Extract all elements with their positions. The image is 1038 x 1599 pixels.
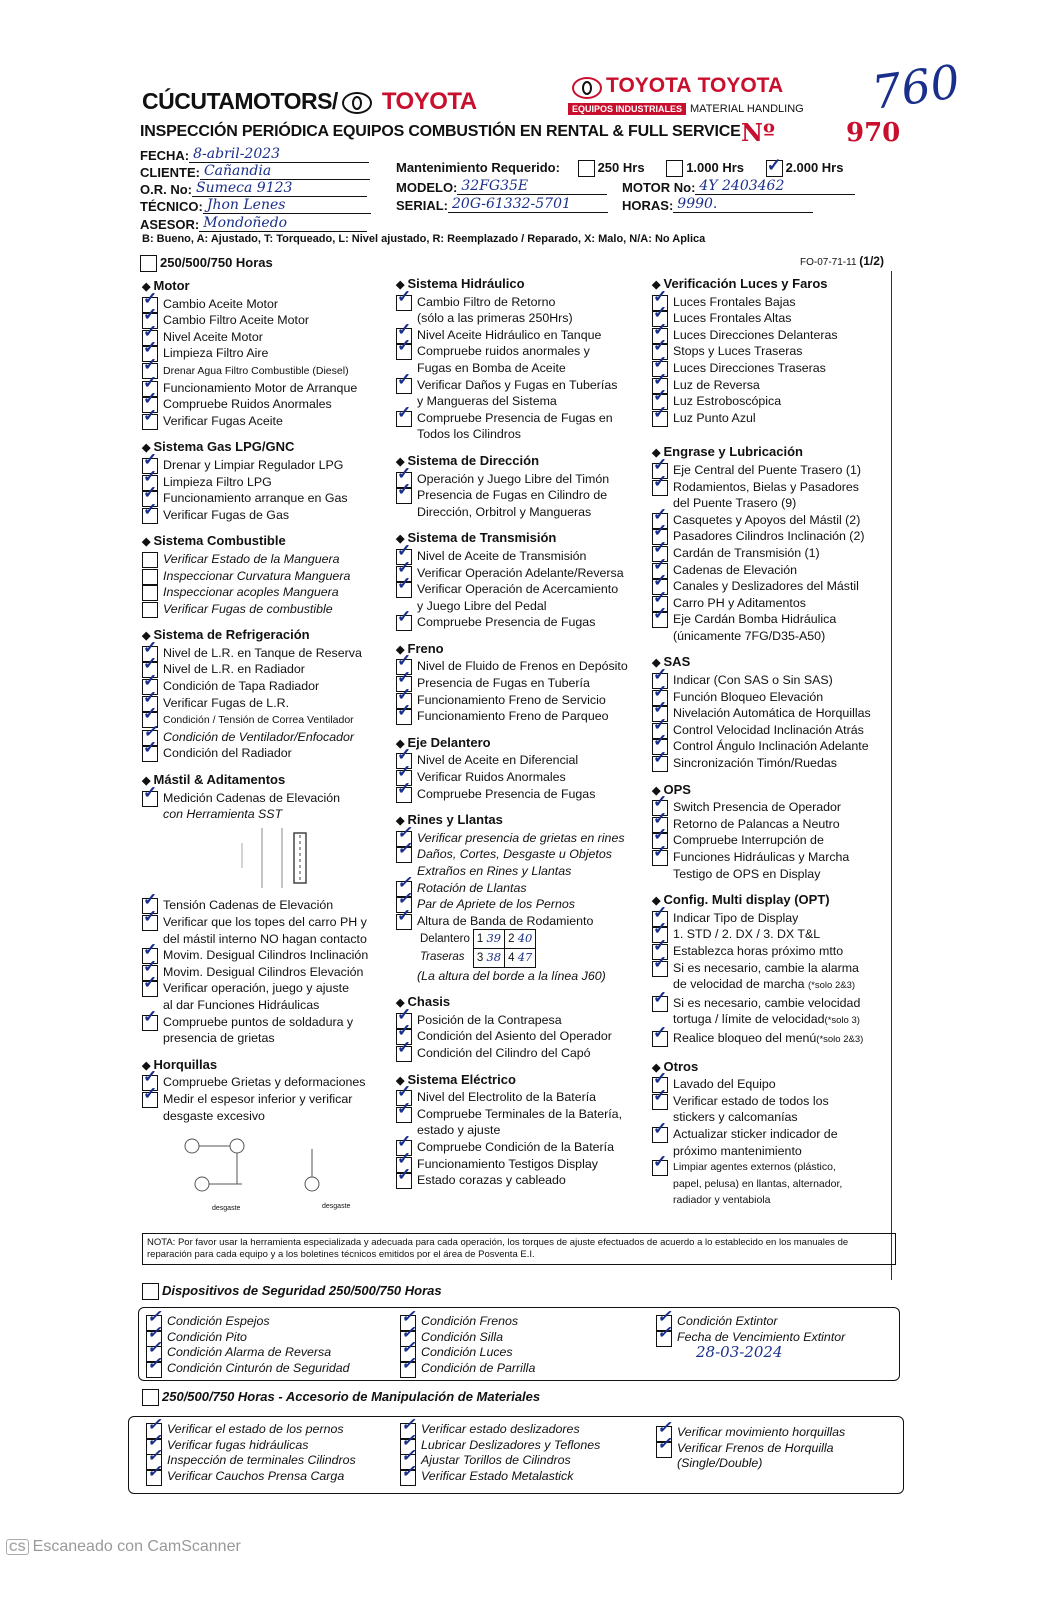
list-item[interactable]: ✓ Cadenas de Elevación — [652, 562, 888, 579]
list-item[interactable]: ✓ Rotación de Llantas — [396, 880, 646, 897]
list-item[interactable]: ✓ Posición de la Contrapesa — [396, 1012, 646, 1029]
group-transmision: ◆ Sistema de Transmisión ✓ Nivel de Aceite de Transmisión ✓ Verificar Operación Adelante/Reversa ✓ Verificar Operación de Acercamiento y Juego Libre del Pedal ✓ Compruebe Presencia de Fugas — [396, 530, 646, 631]
list-item: Fugas en Bomba de Aceite — [417, 360, 566, 375]
list-item[interactable]: ✓ Par de Apriete de los Pernos — [396, 896, 646, 913]
list-item[interactable]: ✓ Verificar Fugas de Gas — [142, 507, 387, 524]
column-2 — [396, 276, 646, 1199]
option-250-checkbox[interactable] — [578, 160, 595, 177]
section-250-checkbox[interactable] — [140, 255, 157, 272]
list-item[interactable]: ✓ Funcionamiento Freno de Servicio — [396, 692, 646, 709]
list-item: y Juego Libre del Pedal — [417, 598, 547, 613]
list-item[interactable]: ✓ Nivel de Aceite en Diferencial — [396, 752, 646, 769]
table-row: Delantero 1 39 2 40 — [417, 930, 536, 949]
extintor-date-value[interactable]: 28-03-2024 — [696, 1343, 783, 1362]
list-item[interactable]: ✓ Funcionamiento Testigos Display — [396, 1156, 646, 1173]
cucutamotors-logo — [142, 88, 477, 116]
list-item[interactable]: ✓ Operación y Juego Libre del Timón — [396, 471, 646, 488]
list-item[interactable]: ✓ Luz de Reversa — [652, 377, 888, 394]
list-item[interactable]: ✓ Cambio Filtro de Retorno — [396, 294, 646, 311]
list-item[interactable]: ✓ Condición Alarma de Reversa — [146, 1345, 350, 1361]
tecnico-field[interactable]: TÉCNICO: Jhon Lenes — [140, 197, 371, 214]
list-item: (únicamente 7FG/D35-A50) — [673, 628, 826, 643]
list-item[interactable]: ✓ Stops y Luces Traseras — [652, 343, 888, 360]
list-item[interactable]: ✓ Canales y Deslizadores del Mástil — [652, 578, 888, 595]
nota-box: NOTA: Por favor usar la herramienta especializada y adecuada para cada operación, los torques de ajuste efectuados de acuerdo a lo establecido en los manuales de reparación para cada equipo y a los boletines técnicos emitidos por el área de Posventa E.I. — [142, 1233, 896, 1265]
list-item: del mástil interno NO hagan contacto — [163, 931, 367, 946]
list-item[interactable]: ✓ Verificar Daños y Fugas en Tuberías — [396, 377, 646, 394]
list-item[interactable]: ✓ Condición de Ventilador/Enfocador — [142, 729, 387, 746]
list-item[interactable]: ✓ Si es necesario, cambie velocidad — [652, 995, 888, 1012]
list-item: del Puente Trasero (9) — [673, 496, 797, 511]
group-electrico: ◆ Sistema Eléctrico ✓ Nivel del Electrolito de la Batería ✓ Compruebe Terminales de la Batería, estado y ajuste ✓ Compruebe Condición de la Batería ✓ Funcionamiento Testigos Display ✓ Estado corazas y cableado — [396, 1072, 646, 1189]
accessory-col-1 — [146, 1422, 356, 1484]
list-item[interactable]: ✓ Verificar que los topes del carro PH y — [142, 914, 387, 931]
option-2000-checkbox[interactable] — [766, 160, 783, 177]
list-item[interactable]: ✓ Inspección de terminales Cilindros — [146, 1453, 356, 1469]
option-1000-checkbox[interactable] — [666, 160, 683, 177]
list-item[interactable]: ✓ Funcionamiento Freno de Parqueo — [396, 708, 646, 725]
horas-field[interactable]: HORAS: 9990. — [622, 196, 813, 213]
group-sas: ◆ SAS ✓ Indicar (Con SAS o Sin SAS) ✓ Función Bloqueo Elevación ✓ Nivelación Automática de Horquillas ✓ Control Velocidad Inclinación Atrás ✓ Control Ángulo Inclinación Adelante ✓ Sincronización Timón/Ruedas — [652, 654, 888, 771]
accessory-col-3 — [656, 1425, 845, 1472]
group-engrase: ◆ Engrase y Lubricación ✓ Eje Central del Puente Trasero (1) ✓ Rodamientos, Bielas y Pasadores del Puente Trasero (9) ✓ Casquetes y Apoyos del Mástil (2) ✓ Pasadores Cilindros Inclinación (2) ✓ Cardán de Transmisión (1) ✓ Cadenas de Elevación ✓ Canales y Deslizadores del Mástil ✓ Carro PH y Aditamentos ✓ Eje Cardán Bomba Hidráulica (únicamente 7FG/D35-A50) — [652, 444, 888, 644]
list-item[interactable]: ✓ Condición del Cilindro del Capó — [396, 1045, 646, 1062]
serial-field[interactable]: SERIAL: 20G-61332-5701 — [396, 196, 608, 213]
safety-section-checkbox[interactable] — [142, 1283, 159, 1300]
list-item[interactable]: ✓ Limpiar agentes externos (plástico, — [652, 1159, 888, 1176]
list-item[interactable]: ✓ Drenar Agua Filtro Combustible (Diesel) — [142, 362, 387, 380]
section-250-title: 250/500/750 Horas — [140, 255, 273, 272]
list-item[interactable]: ✓ Compruebe Terminales de la Batería, — [396, 1106, 646, 1123]
list-item[interactable]: ✓ Verificar Operación Adelante/Reversa — [396, 565, 646, 582]
list-item[interactable]: ✓ Condición de Tapa Radiador — [142, 678, 387, 695]
list-item[interactable]: ✓ Indicar (Con SAS o Sin SAS) — [652, 672, 888, 689]
list-item[interactable]: ✓ Condición Extintor — [656, 1314, 886, 1330]
column-1 — [142, 278, 387, 1229]
list-item[interactable]: ✓ Luces Direcciones Delanteras — [652, 327, 888, 344]
group-horquillas: ◆ Horquillas ✓ Compruebe Grietas y deformaciones ✓ Medir el espesor inferior y verificar desgaste excesivo desgaste desgaste — [142, 1057, 387, 1219]
handwritten-number: 760 — [868, 54, 964, 120]
group-rines: ◆ Rines y Llantas ✓ Verificar presencia de grietas en rines ✓ Daños, Cortes, Desgaste u Objetos Extraños en Rines y Llantas ✓ Rotación de Llantas ✓ Par de Apriete de los Pernos ✓ Altura de Banda de Rodamiento Delantero 1 39 2 40 Traseras 3 38 4 47 (La altura del borde a la línea J60) — [396, 812, 646, 984]
safety-col-1 — [146, 1314, 350, 1376]
safety-col-2 — [400, 1314, 535, 1376]
safety-section-title: Dispositivos de Seguridad 250/500/750 Horas — [142, 1283, 442, 1300]
dealer-logo-text: CÚCUTAMOTORS/ — [142, 88, 338, 114]
list-item[interactable]: ✓ Condición Espejos — [146, 1314, 350, 1330]
list-item[interactable]: ✓ Luces Frontales Altas — [652, 310, 888, 327]
group-otros: ◆ Otros ✓ Lavado del Equipo ✓ Verificar estado de todos los stickers y calcomanías ✓ Actualizar sticker indicador de próximo mantenimiento ✓ Limpiar agentes externos (plástico, papel, pelusa) en llantas, alternador, radiador y ventabiola — [652, 1059, 888, 1209]
legend-text: B: Bueno, A: Ajustado, T: Torqueado, L: Nivel ajustado, R: Reemplazado / Reparado, X: Malo, N/A: No Aplica — [142, 233, 706, 245]
list-item[interactable]: ✓ Limpieza Filtro LPG — [142, 474, 387, 491]
list-item[interactable]: ✓ Lubricar Deslizadores y Teflones — [400, 1438, 600, 1454]
group-luces: ◆ Verificación Luces y Faros ✓ Luces Frontales Bajas ✓ Luces Frontales Altas ✓ Luces Direcciones Delanteras ✓ Stops y Luces Traseras ✓ Luces Direcciones Traseras ✓ Luz de Reversa ✓ Luz Estroboscópica ✓ Luz Punto Azul — [652, 276, 888, 426]
list-item[interactable]: Verificar Fugas de combustible — [142, 601, 387, 618]
group-combustible: ◆ Sistema Combustible Verificar Estado de la Manguera Inspeccionar Curvatura Manguera Inspeccionar acoples Manguera Verificar Fugas de combustible — [142, 533, 387, 617]
list-item[interactable]: ✓ Nivelación Automática de Horquillas — [652, 705, 888, 722]
list-item[interactable]: ✓ Eje Central del Puente Trasero (1) — [652, 462, 888, 479]
list-item[interactable]: ✓ Nivel de Fluido de Frenos en Depósito — [396, 658, 646, 675]
group-refrigeracion: ◆ Sistema de Refrigeración ✓ Nivel de L.R. en Tanque de Reserva ✓ Nivel de L.R. en Radiador ✓ Condición de Tapa Radiador ✓ Verificar Fugas de L.R. ✓ Condición / Tensión de Correa Ventilador ✓ Condición de Ventilador/Enfocador ✓ Condición del Radiador — [142, 627, 387, 762]
list-item[interactable]: ✓ Condición / Tensión de Correa Ventilador — [142, 711, 387, 729]
cliente-field[interactable]: CLIENTE: Cañandia — [140, 163, 370, 180]
list-item[interactable]: ✓ Switch Presencia de Operador — [652, 799, 888, 816]
dealer-brand-text: TOYOTA — [381, 88, 477, 115]
list-item[interactable]: ✓ Verificar Cauchos Prensa Carga — [146, 1469, 356, 1485]
list-item[interactable]: ✓ Verificar movimiento horquillas — [656, 1425, 845, 1441]
list-item[interactable]: ✓ Cambio Aceite Motor — [142, 296, 387, 313]
list-item[interactable]: ✓ Verificar Frenos de Horquilla — [656, 1441, 845, 1457]
list-item[interactable]: ✓ Establezca horas próximo mtto — [652, 943, 888, 960]
list-item[interactable]: ✓ Movim. Desigual Cilindros Inclinación — [142, 947, 387, 964]
list-item[interactable]: ✓ Ajustar Torillos de Cilindros — [400, 1453, 600, 1469]
list-item[interactable]: ✓ Funcionamiento arranque en Gas — [142, 490, 387, 507]
list-item[interactable]: ✓ Nivel del Electrolito de la Batería — [396, 1089, 646, 1106]
list-item[interactable]: ✓ Presencia de Fugas en Cilindro de — [396, 487, 646, 504]
list-item[interactable]: ✓ Nivel Aceite Motor — [142, 329, 387, 346]
list-item: radiador y ventabiola — [673, 1194, 771, 1207]
chain-measurement-drawing — [182, 823, 362, 893]
list-item[interactable]: ✓ Lavado del Equipo — [652, 1076, 888, 1093]
brand-text-2: TOYOTA — [697, 74, 784, 97]
list-item[interactable]: ✓ Control Ángulo Inclinación Adelante — [652, 738, 888, 755]
group-ops: ◆ OPS ✓ Switch Presencia de Operador ✓ Retorno de Palancas a Neutro ✓ Compruebe Interrupción de ✓ Funciones Hidráulicas y Marcha Testigo de OPS en Display — [652, 782, 888, 883]
list-item[interactable]: ✓ Retorno de Palancas a Neutro — [652, 816, 888, 833]
list-item[interactable]: ✓ Cardán de Transmisión (1) — [652, 545, 888, 562]
fecha-field[interactable]: FECHA: 8-abril-2023 — [140, 146, 369, 163]
form-code: FO-07-71-11 (1/2) — [800, 254, 884, 268]
list-item[interactable]: ✓ Nivel de L.R. en Radiador — [142, 661, 387, 678]
list-item[interactable]: ✓ Medir el espesor inferior y verificar — [142, 1091, 387, 1108]
list-item: (Single/Double) — [677, 1456, 763, 1471]
list-item[interactable]: ✓ Compruebe puntos de soldadura y — [142, 1014, 387, 1031]
group-freno: ◆ Freno ✓ Nivel de Fluido de Frenos en Depósito ✓ Presencia de Fugas en Tubería ✓ Funcionamiento Freno de Servicio ✓ Funcionamiento Freno de Parqueo — [396, 641, 646, 725]
list-item: al dar Funciones Hidráulicas — [163, 997, 320, 1012]
tire-height-table: Delantero 1 39 2 40 Traseras 3 38 4 47 (La altura del borde a la línea J60) — [417, 931, 606, 983]
fork-wear-labels: desgaste desgaste — [212, 1202, 351, 1212]
list-item[interactable]: ✓ Altura de Banda de Rodamiento — [396, 913, 646, 930]
list-item: estado y ajuste — [417, 1123, 501, 1138]
list-item: Extraños en Rines y Llantas — [417, 864, 572, 878]
list-item[interactable]: Inspeccionar Curvatura Manguera — [142, 568, 387, 585]
list-item: y Mangueras del Sistema — [417, 394, 557, 409]
list-item: tortuga / límite de velocidad(*solo 3) — [673, 1012, 860, 1027]
list-item[interactable]: ✓ Condición Frenos — [400, 1314, 535, 1330]
list-item[interactable]: ✓ Verificar fugas hidráulicas — [146, 1438, 356, 1454]
camscanner-watermark: CS Escaneado con CamScanner — [6, 1538, 241, 1556]
group-eje-delantero: ◆ Eje Delantero ✓ Nivel de Aceite en Diferencial ✓ Verificar Ruidos Anormales ✓ Compruebe Presencia de Fugas — [396, 735, 646, 802]
list-item[interactable]: ✓ Daños, Cortes, Desgaste u Objetos — [396, 846, 646, 863]
list-item[interactable]: ✓ Estado corazas y cableado — [396, 1172, 646, 1189]
material-handling-label: MATERIAL HANDLING — [690, 102, 804, 115]
list-item[interactable]: ✓ Condición del Asiento del Operador — [396, 1028, 646, 1045]
list-item: (sólo a las primeras 250Hrs) — [417, 311, 573, 326]
accessory-col-2 — [400, 1422, 600, 1484]
toyota-emblem-icon — [342, 92, 372, 114]
accessory-section-title: 250/500/750 Horas - Accesorio de Manipulación de Materiales — [142, 1389, 540, 1406]
form-title: INSPECCIÓN PERIÓDICA EQUIPOS COMBUSTIÓN EN RENTAL & FULL SERVICE — [140, 123, 741, 140]
list-item[interactable]: ✓ Función Bloqueo Elevación — [652, 689, 888, 706]
list-item[interactable]: ✓ Movim. Desigual Cilindros Elevación — [142, 964, 387, 981]
list-item[interactable]: ✓ Funcionamiento Motor de Arranque — [142, 380, 387, 397]
list-item[interactable]: ✓ Condición Cinturón de Seguridad — [146, 1361, 350, 1377]
list-item[interactable]: ✓ Rodamientos, Bielas y Pasadores — [652, 479, 888, 496]
list-item: con Herramienta SST — [163, 807, 283, 822]
list-item[interactable]: ✓ Compruebe Presencia de Fugas — [396, 786, 646, 803]
list-item[interactable]: ✓ Control Velocidad Inclinación Atrás — [652, 722, 888, 739]
group-chasis: ◆ Chasis ✓ Posición de la Contrapesa ✓ Condición del Asiento del Operador ✓ Condición del Cilindro del Capó — [396, 994, 646, 1061]
list-item[interactable]: ✓ Limpieza Filtro Aire — [142, 345, 387, 362]
camscanner-icon: CS — [6, 1539, 29, 1555]
or-field[interactable]: O.R. No: Sumeca 9123 — [140, 180, 367, 197]
list-item[interactable]: ✓ Eje Cardán Bomba Hidráulica — [652, 611, 888, 628]
list-item[interactable]: ✓ Tensión Cadenas de Elevación — [142, 897, 387, 914]
list-item: Testigo de OPS en Display — [673, 866, 821, 881]
group-motor: ◆ Motor ✓ Cambio Aceite Motor ✓ Cambio Filtro Aceite Motor ✓ Nivel Aceite Motor ✓ Limpieza Filtro Aire ✓ Drenar Agua Filtro Combustible (Diesel) ✓ Funcionamiento Motor de Arranque ✓ Compruebe Ruidos Anormales ✓ Verificar Fugas Aceite — [142, 278, 387, 429]
list-item[interactable]: ✓ Nivel de L.R. en Tanque de Reserva — [142, 645, 387, 662]
fork-wear-drawing — [172, 1124, 372, 1204]
list-item[interactable]: ✓ Funciones Hidráulicas y Marcha — [652, 849, 888, 866]
list-item[interactable]: ✓ Compruebe Grietas y deformaciones — [142, 1074, 387, 1091]
list-item[interactable]: ✓ Verificar Fugas de L.R. — [142, 695, 387, 712]
list-item[interactable]: ✓ Condición Luces — [400, 1345, 535, 1361]
list-item[interactable]: ✓ Drenar y Limpiar Regulador LPG — [142, 457, 387, 474]
list-item[interactable]: ✓ Condición Silla — [400, 1330, 535, 1346]
list-item[interactable]: ✓ Compruebe Ruidos Anormales — [142, 396, 387, 413]
list-item[interactable]: ✓ Casquetes y Apoyos del Mástil (2) — [652, 512, 888, 529]
group-gas: ◆ Sistema Gas LPG/GNC ✓ Drenar y Limpiar Regulador LPG ✓ Limpieza Filtro LPG ✓ Funcionamiento arranque en Gas ✓ Verificar Fugas de Gas — [142, 439, 387, 523]
list-item[interactable]: ✓ Verificar estado de todos los — [652, 1093, 888, 1110]
list-item[interactable]: ✓ Condición del Radiador — [142, 745, 387, 762]
list-item[interactable]: ✓ Verificar el estado de los pernos — [146, 1422, 356, 1438]
list-item: de velocidad de marcha (*solo 2&3) — [673, 977, 856, 992]
modelo-field[interactable]: MODELO: 32FG35E — [396, 178, 607, 195]
list-item[interactable]: ✓ Presencia de Fugas en Tubería — [396, 675, 646, 692]
list-item[interactable]: ✓ Compruebe Presencia de Fugas — [396, 614, 646, 631]
list-item[interactable]: ✓ Luces Direcciones Traseras — [652, 360, 888, 377]
safety-col-3 — [656, 1314, 886, 1361]
group-hidraulico: ◆ Sistema Hidráulico ✓ Cambio Filtro de Retorno (sólo a las primeras 250Hrs) ✓ Nivel Aceite Hidráulico en Tanque ✓ Compruebe ruidos anormales y Fugas en Bomba de Aceite ✓ Verificar Daños y Fugas en Tuberías y Mangueras del Sistema ✓ Compruebe Presencia de Fugas en Todos los Cilindros — [396, 276, 646, 443]
list-item[interactable]: ✓ Pasadores Cilindros Inclinación (2) — [652, 528, 888, 545]
list-item[interactable]: ✓ Condición Pito — [146, 1330, 350, 1346]
list-item: Dirección, Orbitrol y Mangueras — [417, 504, 592, 519]
list-item[interactable]: ✓ Carro PH y Aditamentos — [652, 595, 888, 612]
list-item[interactable]: ✓ Sincronización Timón/Ruedas — [652, 755, 888, 772]
list-item[interactable]: ✓ 1. STD / 2. DX / 3. DX T&L — [652, 926, 888, 943]
list-item[interactable]: ✓ Verificar Operación de Acercamiento — [396, 581, 646, 598]
list-item[interactable]: ✓ Nivel Aceite Hidráulico en Tanque — [396, 327, 646, 344]
form-number-label: Nº — [741, 118, 775, 147]
list-item[interactable]: ✓ Condición de Parrilla — [400, 1361, 535, 1377]
list-item[interactable]: ✓ Compruebe Presencia de Fugas en — [396, 410, 646, 427]
list-item[interactable]: ✓ Compruebe ruidos anormales y — [396, 343, 646, 360]
form-number: 970 — [846, 118, 901, 148]
list-item[interactable]: Inspeccionar acoples Manguera — [142, 584, 387, 601]
list-item: papel, pelusa) en llantas, alternador, — [673, 1177, 843, 1190]
list-item: Todos los Cilindros — [417, 427, 521, 442]
list-item[interactable]: ✓ Luz Estroboscópica — [652, 393, 888, 410]
list-item[interactable]: ✓ Realice bloqueo del menú(*solo 2&3) — [652, 1030, 888, 1049]
list-item[interactable]: ✓ Compruebe Condición de la Batería — [396, 1139, 646, 1156]
list-item: presencia de grietas — [163, 1031, 275, 1046]
column-3 — [652, 276, 888, 1219]
list-item[interactable]: ✓ Luz Punto Azul — [652, 410, 888, 427]
list-item[interactable]: ✓ Fecha de Vencimiento Extintor — [656, 1330, 886, 1346]
list-item[interactable]: ✓ Actualizar sticker indicador de — [652, 1126, 888, 1143]
list-item[interactable]: ✓ Medición Cadenas de Elevación — [142, 790, 387, 807]
group-mastil: ◆ Mástil & Aditamentos ✓ Medición Cadenas de Elevación con Herramienta SST ✓ Tensión Cadenas de Elevación ✓ Verificar que los topes del carro PH y del mástil interno NO hagan contacto ✓ Movim. Desigual Cilindros Inclinación ✓ Movim. Desigual Cilindros Elevación ✓ Verificar operación, juego y ajuste al dar Funciones Hidráulicas ✓ Compruebe puntos de soldadura y presencia de grietas — [142, 772, 387, 1047]
list-item[interactable]: ✓ Verificar Ruidos Anormales — [396, 769, 646, 786]
asesor-field[interactable]: ASESOR: Mondoñedo — [140, 215, 367, 232]
list-item[interactable]: ✓ Luces Frontales Bajas — [652, 294, 888, 311]
equipos-industriales-label: EQUIPOS INDUSTRIALES — [568, 103, 686, 115]
list-item: stickers y calcomanías — [673, 1110, 798, 1125]
list-item[interactable]: ✓ Compruebe Interrupción de — [652, 832, 888, 849]
list-item: próximo mantenimiento — [673, 1143, 802, 1158]
list-item[interactable]: ✓ Verificar Fugas Aceite — [142, 413, 387, 430]
brand-text-1: TOYOTA — [606, 74, 692, 97]
motor-field[interactable]: MOTOR No: 4Y 2403462 — [622, 178, 855, 195]
list-item[interactable]: ✓ Si es necesario, cambie la alarma — [652, 960, 888, 977]
group-direccion: ◆ Sistema de Dirección ✓ Operación y Juego Libre del Timón ✓ Presencia de Fugas en Cilindro de Dirección, Orbitrol y Mangueras — [396, 453, 646, 520]
accessory-section-checkbox[interactable] — [142, 1389, 159, 1406]
list-item[interactable]: ✓ Verificar Estado Metalastick — [400, 1469, 600, 1485]
list-item[interactable]: Verificar Estado de la Manguera — [142, 551, 387, 568]
toyota-emblem-icon — [572, 77, 602, 99]
list-item[interactable]: ✓ Nivel de Aceite de Transmisión — [396, 548, 646, 565]
list-item[interactable]: ✓ Cambio Filtro Aceite Motor — [142, 312, 387, 329]
table-row: Traseras 3 38 4 47 — [417, 948, 536, 967]
list-item[interactable]: ✓ Indicar Tipo de Display — [652, 910, 888, 927]
mantenimiento-field: Mantenimiento Requerido: 250 Hrs 1.000 Hrs ✓ 2.000 Hrs — [396, 160, 843, 177]
list-item[interactable]: ✓ Verificar estado deslizadores — [400, 1422, 600, 1438]
list-item[interactable]: ✓ Verificar presencia de grietas en rines — [396, 830, 646, 847]
group-multi-display: ◆ Config. Multi display (OPT) ✓ Indicar Tipo de Display ✓ 1. STD / 2. DX / 3. DX T&L ✓ Establezca horas próximo mtto ✓ Si es necesario, cambie la alarma de velocidad de marcha (*solo 2&3) ✓ Si es necesario, cambie velocidad tortuga / límite de velocidad(*solo 3) ✓ Realice bloqueo del menú(*solo 2&3) — [652, 892, 888, 1048]
list-item: desgaste excesivo — [163, 1108, 265, 1123]
list-item[interactable]: ✓ Verificar operación, juego y ajuste — [142, 980, 387, 997]
toyota-material-handling-logo — [568, 74, 804, 117]
